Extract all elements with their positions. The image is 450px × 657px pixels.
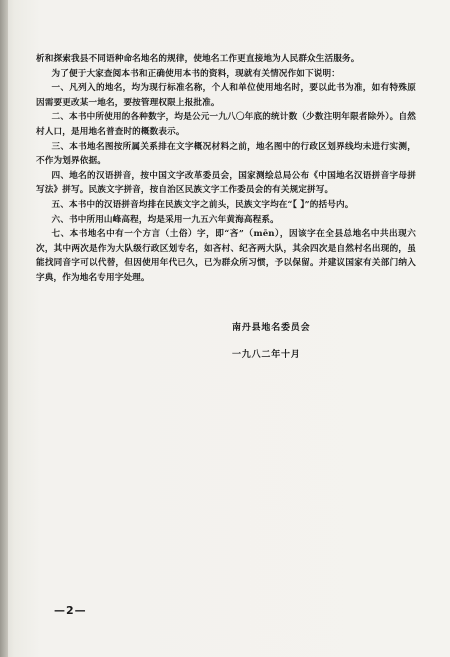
paragraph-item-3: 三、本书地名图按所属关系排在文字概况材料之前，地名图中的行政区划界线均未进行实测，不作为划界依据。 xyxy=(36,141,416,167)
signature-organization: 南丹县地名委员会 xyxy=(232,323,311,333)
paragraph-item-1: 一、凡列入的地名，均为现行标准名称，个人和单位使用地名时，要以此书为准，如有特殊原因需要更改某一地名，要按管理权限上报批准。 xyxy=(36,83,416,108)
paragraph-intro: 为了便于大家查阅本书和正确使用本书的资料，现就有关情况作如下说明： xyxy=(51,68,341,79)
page-number: —2— xyxy=(54,604,87,617)
paragraph-item-2: 二、本书中所使用的各种数字，均是公元一九八〇年底的统计数（少数注明年限者除外）。自然村人口，是用地名普查时的概数表示。 xyxy=(36,112,416,137)
paragraph-item-7: 七、本书地名中有一个方言（土俗）字，即“吝”（mēn），因该字在全县总地名中共出现六次，其中两次是作为大队级行政区划专名，如吝村、纪吝两大队，其余四次是自然村名出现的，虽能找同音字可以代替，但因使用年代已久，已为群众所习惯，予以保留。并建议国家有关部门纳入字典，作为地名专用字处理。 xyxy=(36,229,416,283)
paragraph-continuation: 析和探索我县不同语种命名地名的规律，使地名工作更直接地为人民群众生活服务。 xyxy=(36,54,360,64)
paragraph-item-4: 四、地名的汉语拼音，按中国文字改革委员会，国家测绘总局公布《中国地名汉语拼音字母拼写法》拼写。民族文字拼音，按自治区民族文字工作委员会的有关规定拼写。 xyxy=(36,170,416,196)
signature-date: 一九八二年十月 xyxy=(232,350,301,360)
binding-edge xyxy=(0,0,8,657)
body-text xyxy=(36,52,416,286)
paragraph-item-6: 六、书中所用山峰高程，均是采用一九五六年黄海高程系。 xyxy=(51,214,279,225)
paragraph-item-5: 五、本书中的汉语拼音均排在民族文字之前头，民族文字均在“【 】”的括号内。 xyxy=(51,199,354,210)
